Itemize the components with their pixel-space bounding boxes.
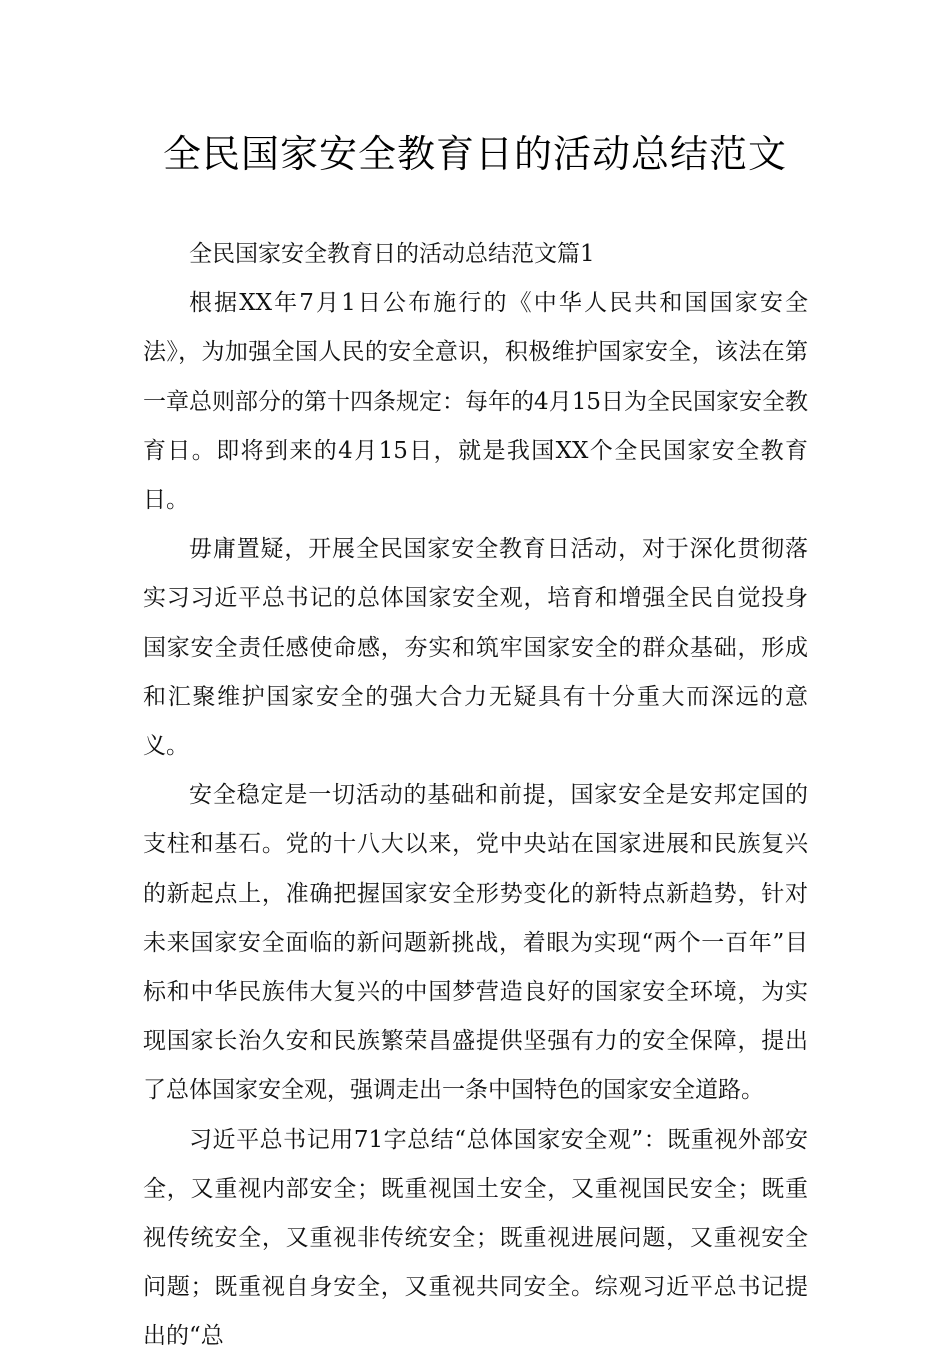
document-body <box>143 230 808 1362</box>
paragraph: 安全稳定是一切活动的基础和前提，国家安全是安邦定国的支柱和基石。党的十八大以来，党中央站在国家进展和民族复兴的新起点上，准确把握国家安全形势变化的新特点新趋势，针对未来国家安全面临的新问题新挑战，着眼为实现“两个一百年”目标和中华民族伟大复兴的中国梦营造良好的国家安全环境，为实现国家长治久安和民族繁荣昌盛提供坚强有力的安全保障，提出了总体国家安全观，强调走出一条中国特色的国家安全道路。 <box>143 782 808 1104</box>
paragraph: 习近平总书记用71字总结“总体国家安全观”：既重视外部安全，又重视内部安全；既重视国土安全，又重视国民安全；既重视传统安全，又重视非传统安全；既重视进展问题，又重视安全问题；既重视自身安全，又重视共同安全。综观习近平总书记提出的“总 <box>143 1126 808 1350</box>
paragraph: 毋庸置疑，开展全民国家安全教育日活动，对于深化贯彻落实习习近平总书记的总体国家安全观，培育和增强全民自觉投身国家安全责任感使命感，夯实和筑牢国家安全的群众基础，形成和汇聚维护国家安全的强大合力无疑具有十分重大而深远的意义。 <box>143 536 808 760</box>
section-heading: 全民国家安全教育日的活动总结范文篇1 <box>189 241 595 267</box>
paragraph: 根据XX年7月1日公布施行的《中华人民共和国国家安全法》，为加强全国人民的安全意识，积极维护国家安全，该法在第一章总则部分的第十四条规定：每年的4月15日为全民国家安全教育日。即将到来的4月15日，就是我国XX个全民国家安全教育日。 <box>143 290 808 514</box>
document-title: 全民国家安全教育日的活动总结范文 <box>162 132 787 176</box>
